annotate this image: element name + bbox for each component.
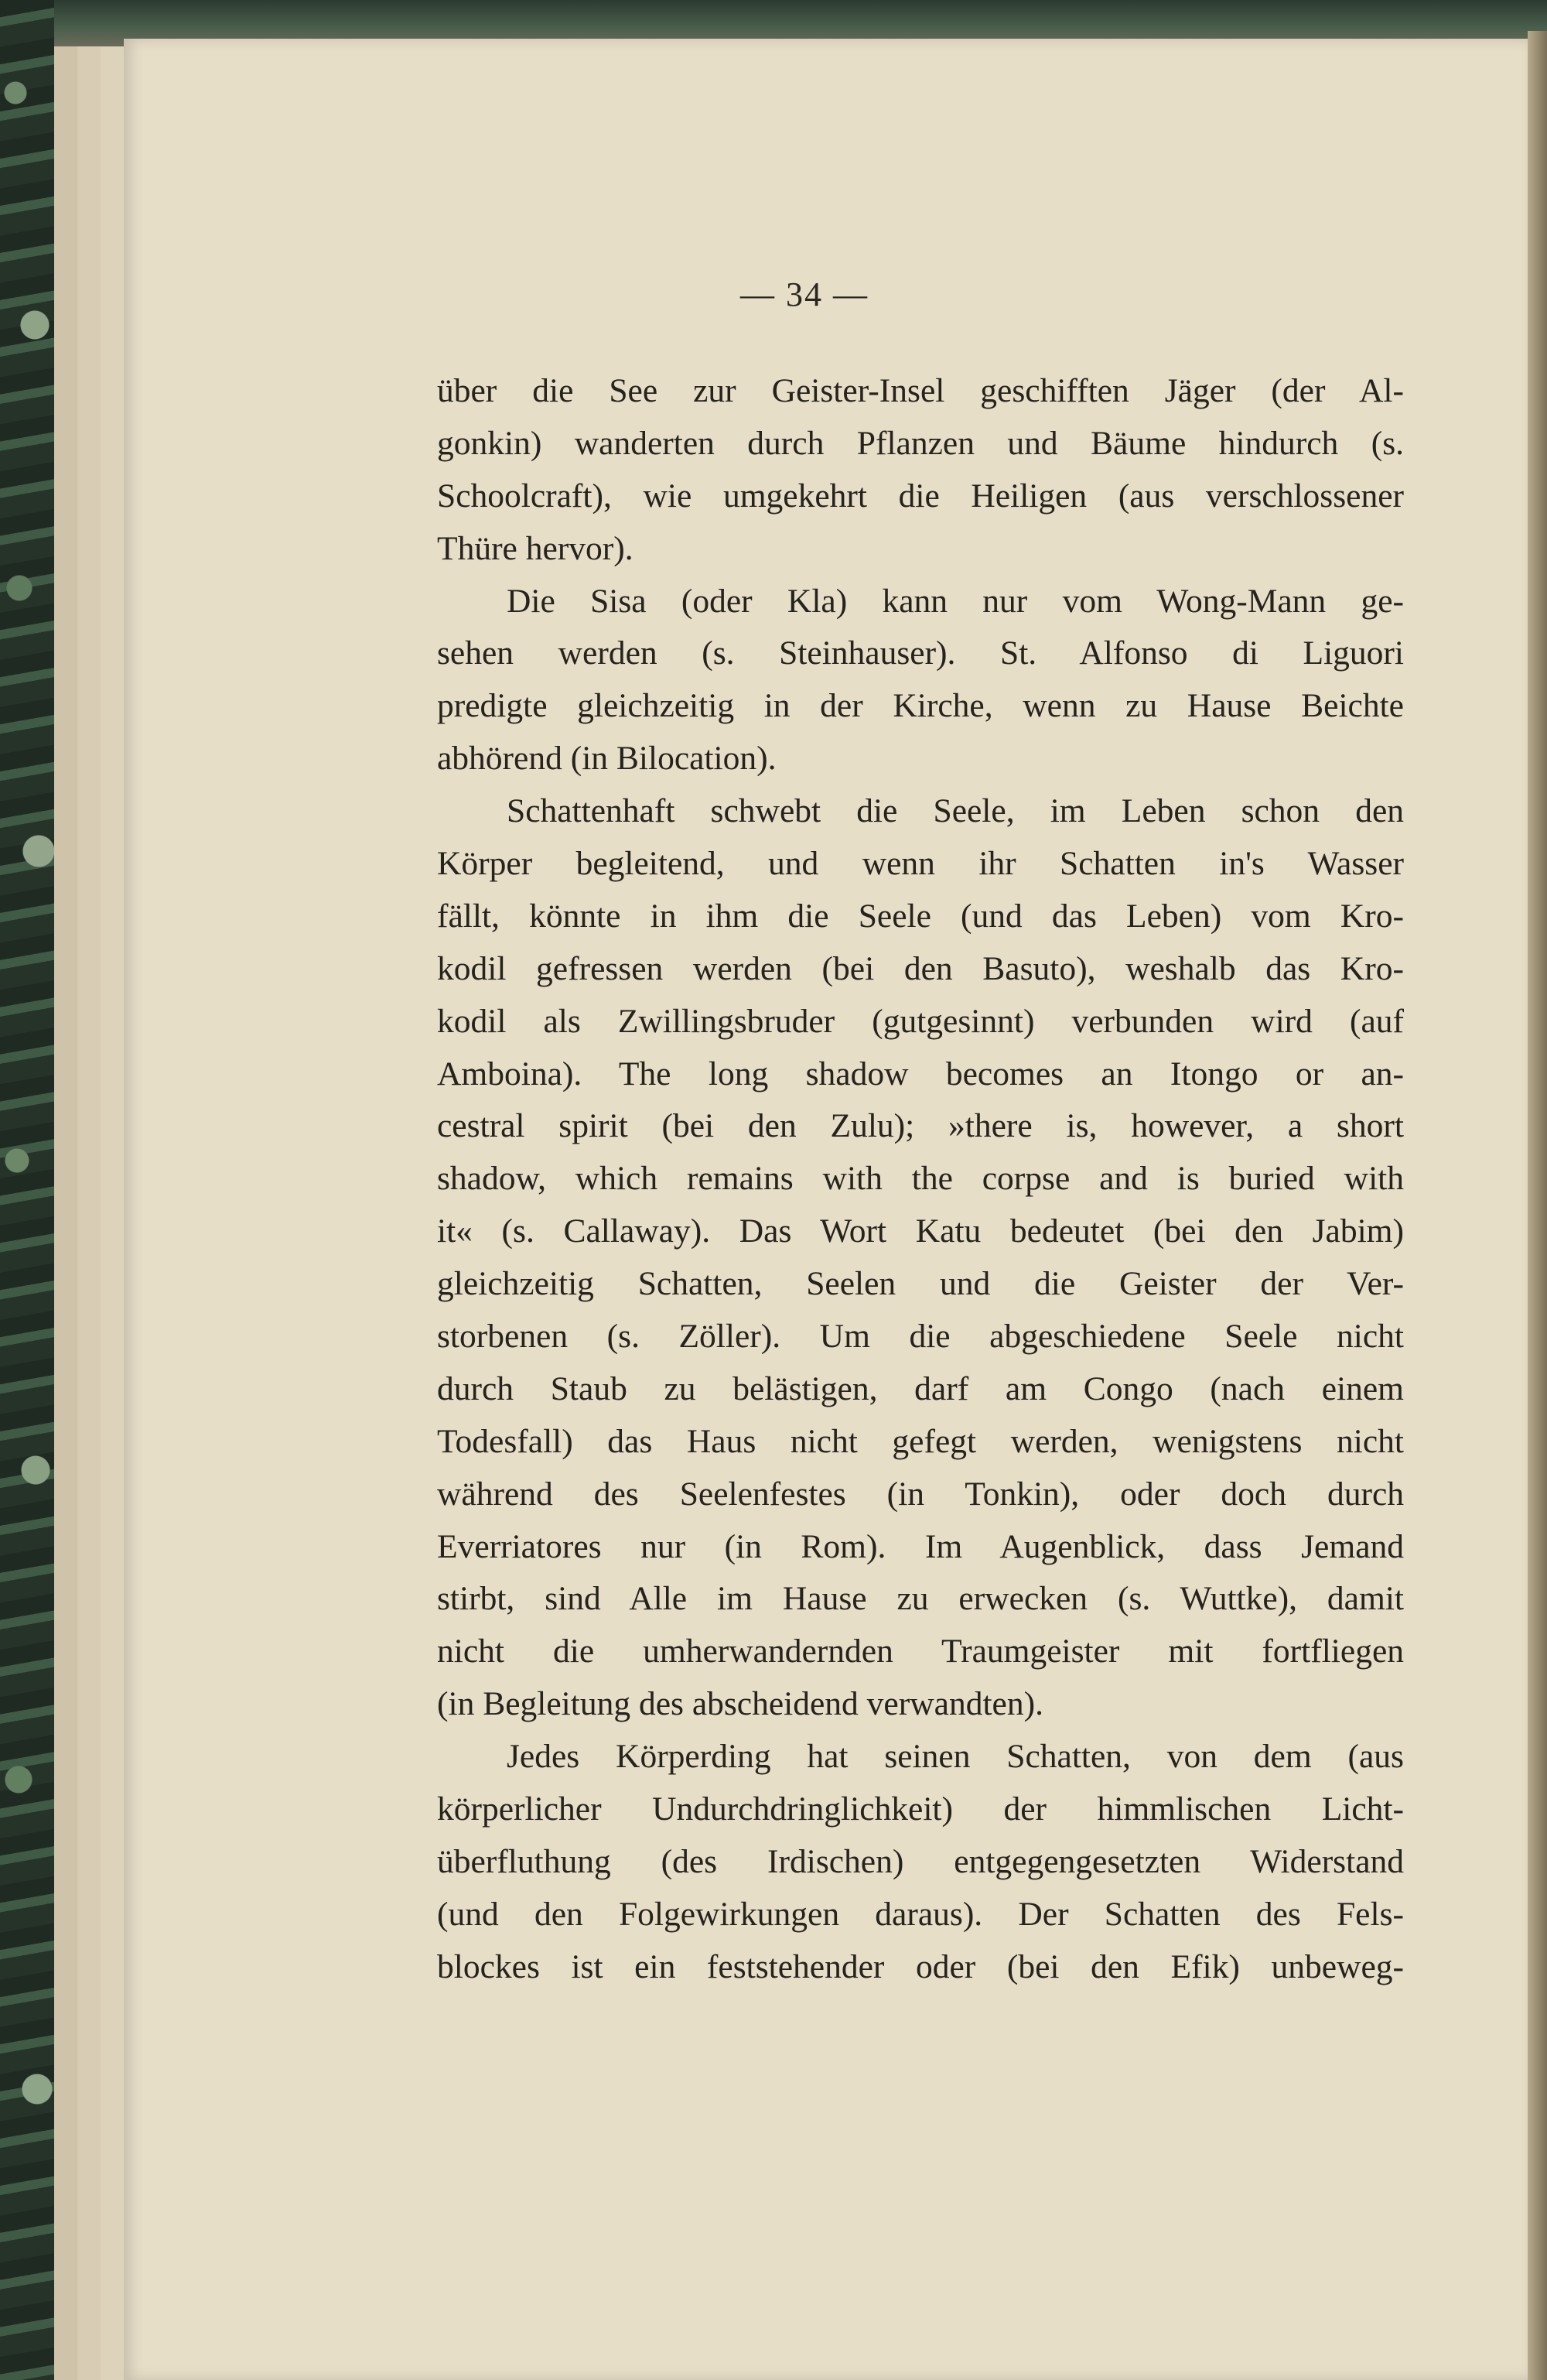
- text-line: shadow, which remains with the corpse and is buried with: [437, 1160, 1404, 1198]
- text-line: storbenen (s. Zöller). Um die abgeschiedene Seele nicht: [437, 1318, 1404, 1356]
- text-line: sehen werden (s. Steinhauser). St. Alfonso di Liguori: [437, 634, 1404, 672]
- text-line: Amboina). The long shadow becomes an Itongo or an-: [437, 1055, 1404, 1093]
- text-line: Schattenhaft schwebt die Seele, im Leben schon den: [507, 792, 1404, 830]
- page-number: — 34 —: [740, 275, 869, 313]
- text-line: kodil als Zwillingsbruder (gutgesinnt) verbunden wird (auf: [437, 1002, 1404, 1040]
- marbled-cover: [0, 0, 54, 2380]
- text-line: überfluthung (des Irdischen) entgegengesetzten Widerstand: [437, 1842, 1404, 1880]
- text-line: it« (s. Callaway). Das Wort Katu bedeutet (bei den Jabim): [437, 1212, 1404, 1250]
- text-line: Thüre hervor).: [437, 529, 633, 567]
- text-line: (und den Folgewirkungen daraus). Der Schatten des Fels-: [437, 1895, 1404, 1933]
- text-line: Todesfall) das Haus nicht gefegt werden, wenigstens nicht: [437, 1422, 1404, 1460]
- page-edge: [101, 46, 125, 2380]
- text-line: Schoolcraft), wie umgekehrt die Heiligen (aus verschlossener: [437, 477, 1404, 515]
- text-line: während des Seelenfestes (in Tonkin), oder doch durch: [437, 1475, 1404, 1513]
- text-line: blockes ist ein feststehender oder (bei den Efik) unbeweg-: [437, 1947, 1404, 1985]
- text-line: Die Sisa (oder Kla) kann nur vom Wong-Mann ge-: [507, 582, 1404, 620]
- body-text: [437, 365, 1404, 1994]
- text-line: gleichzeitig Schatten, Seelen und die Geister der Ver-: [437, 1265, 1404, 1303]
- text-line: über die See zur Geister-Insel geschifften Jäger (der Al-: [437, 372, 1404, 409]
- text-line: körperlicher Undurchdringlichkeit) der himmlischen Licht-: [437, 1790, 1404, 1828]
- text-line: kodil gefressen werden (bei den Basuto), weshalb das Kro-: [437, 949, 1404, 987]
- page-edge: [77, 46, 102, 2380]
- text-line: cestral spirit (bei den Zulu); »there is, however, a short: [437, 1107, 1404, 1145]
- text-line: stirbt, sind Alle im Hause zu erwecken (s. Wuttke), damit: [437, 1580, 1404, 1618]
- text-line: nicht die umherwandernden Traumgeister mit fortfliegen: [437, 1633, 1404, 1670]
- page-edge: [54, 46, 79, 2380]
- text-line: Jedes Körperding hat seinen Schatten, von dem (aus: [507, 1738, 1404, 1776]
- text-line: (in Begleitung des abscheidend verwandten).: [437, 1685, 1043, 1723]
- text-line: Everriatores nur (in Rom). Im Augenblick, dass Jemand: [437, 1527, 1404, 1565]
- text-line: durch Staub zu belästigen, darf am Congo (nach einem: [437, 1370, 1404, 1407]
- text-line: predigte gleichzeitig in der Kirche, wenn zu Hause Beichte: [437, 687, 1404, 725]
- book-right-edge: [1528, 31, 1547, 2380]
- text-line: abhörend (in Bilocation).: [437, 740, 777, 778]
- text-line: Körper begleitend, und wenn ihr Schatten in's Wasser: [437, 845, 1404, 883]
- text-line: fällt, könnte in ihm die Seele (und das Leben) vom Kro-: [437, 897, 1404, 935]
- text-line: gonkin) wanderten durch Pflanzen und Bäume hindurch (s.: [437, 424, 1404, 462]
